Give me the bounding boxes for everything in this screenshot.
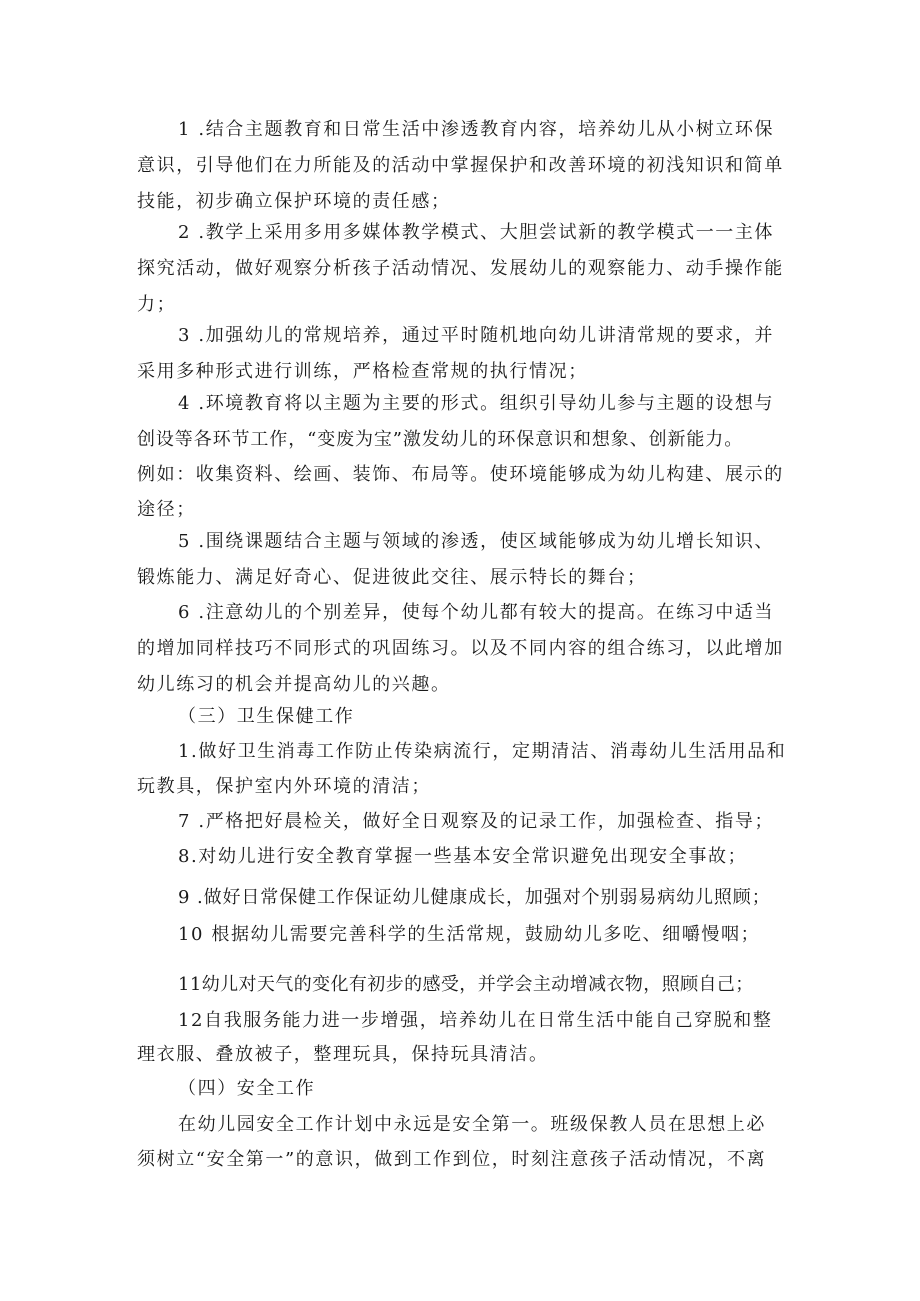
text-line: 9 .做好日常保健工作保证幼儿健康成长，加强对个别弱易病幼儿照顾； [178,887,771,908]
text-line: 意识，引导他们在力所能及的活动中掌握保护和改善环境的初浅知识和简单 [137,155,784,176]
text-line: 4 .环境教育将以主题为主要的形式。组织引导幼儿参与主题的设想与 [178,393,775,414]
text-line: 探究活动，做好观察分析孩子活动情况、发展幼儿的观察能力、动手操作能 [137,258,784,279]
text-line: 8.对幼儿进行安全教育掌握一些基本安全常识避免出现安全事故； [178,846,748,867]
text-line: 2 .教学上采用多用多媒体教学模式、大胆尝试新的教学模式一一主体 [178,222,775,243]
text-line: 例如：收集资料、绘画、装饰、布局等。使环境能够成为幼儿构建、展示的 [137,464,784,485]
section-heading: （四）安全工作 [178,1078,316,1099]
text-line: 的增加同样技巧不同形式的巩固练习。以及不同内容的组合练习，以此增加 [137,638,784,659]
text-line: 技能，初步确立保护环境的责任感； [137,191,451,212]
text-line: 10 根据幼儿需要完善科学的生活常规，鼓励幼儿多吃、细嚼慢咽； [178,924,761,945]
text-line: 7 .严格把好晨检关，做好全日观察及的记录工作，加强检查、指导； [178,811,775,832]
text-line: 创设等各环节工作，“变废为宝”激发幼儿的环保意识和想象、创新能力。 [137,429,744,450]
text-line: 须树立“安全第一”的意识，做到工作到位，时刻注意孩子活动情况，不离 [137,1149,767,1170]
text-line: 在幼儿园安全工作计划中永远是安全第一。班级保教人员在思想上必 [178,1114,766,1135]
text-line: 1.做好卫生消毒工作防止传染病流行，定期清洁、消毒幼儿生活用品和 [178,741,787,762]
text-line: 3 .加强幼儿的常规培养，通过平时随机地向幼儿讲清常规的要求，并 [178,325,775,346]
text-line: 12自我服务能力进一步增强，培养幼儿在日常生活中能自己穿脱和整 [178,1010,773,1031]
text-line: 6 .注意幼儿的个别差异，使每个幼儿都有较大的提高。在练习中适当 [178,602,775,623]
section-heading: （三）卫生保健工作 [178,706,355,727]
text-line: 幼儿练习的机会并提高幼儿的兴趣。 [137,674,451,695]
text-line: 11幼儿对天气的变化有初步的感受，并学会主动增减衣物，照顾自己； [178,974,754,995]
text-line: 锻炼能力、满足好奇心、促进彼此交往、展示特长的舞台； [137,567,647,588]
text-line: 玩教具，保护室内外环境的清洁； [137,776,431,797]
text-line: 1 .结合主题教育和日常生活中渗透教育内容，培养幼儿从小树立环保 [178,119,775,140]
text-line: 采用多种形式进行训练，严格检查常规的执行情况； [137,361,588,382]
text-line: 途径； [137,499,196,520]
text-line: 5 .围绕课题结合主题与领域的渗透，使区域能够成为幼儿增长知识、 [178,531,775,552]
text-line: 理衣服、叠放被子，整理玩具，保持玩具清洁。 [137,1044,549,1065]
text-line: 力； [137,294,177,315]
